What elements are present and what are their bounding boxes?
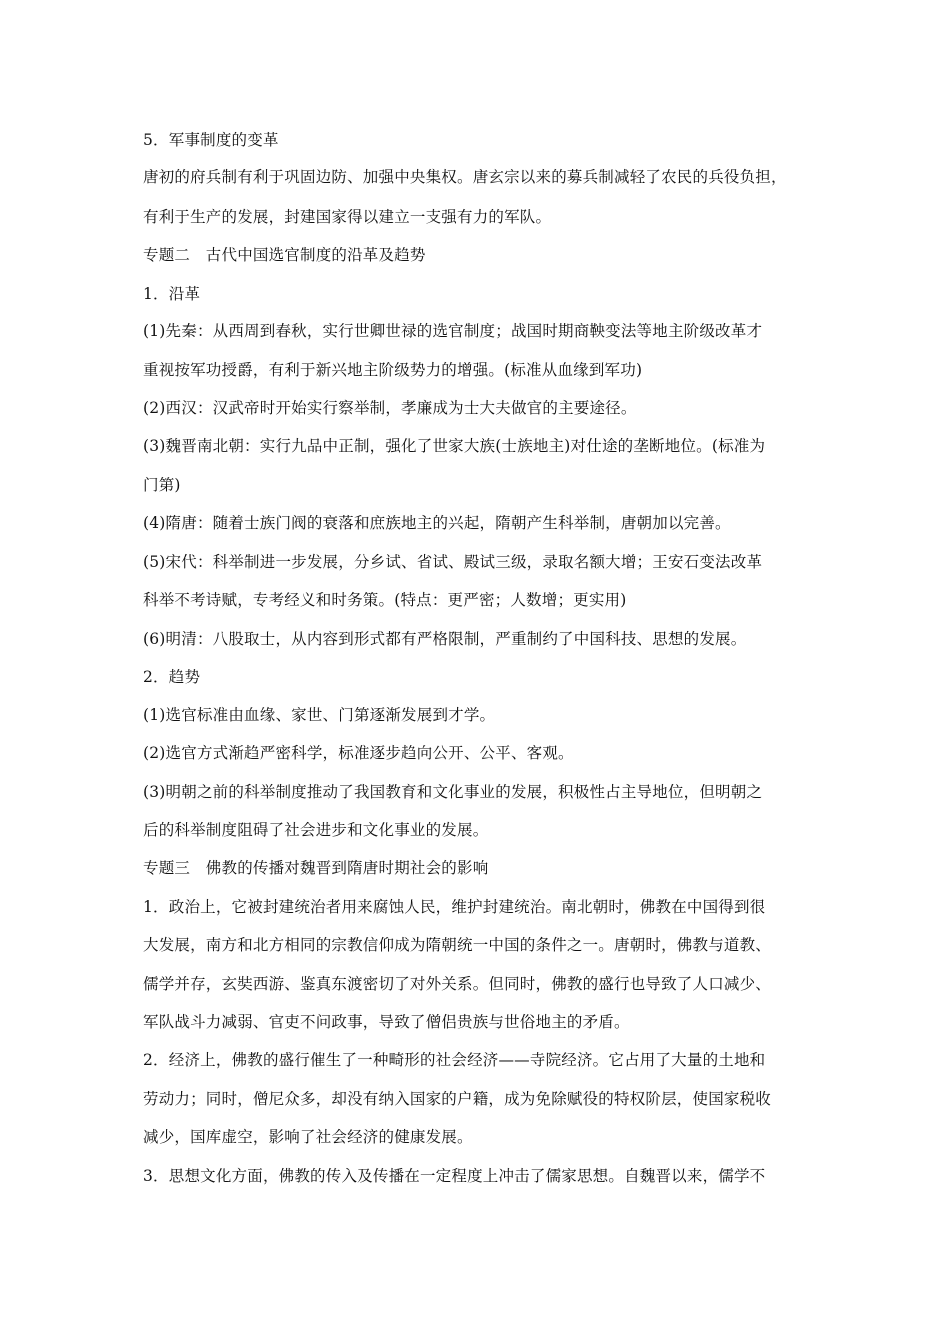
paragraph-line: 有利于生产的发展，封建国家得以建立一支强有力的军队。 (143, 208, 552, 226)
paragraph-line: (3)明朝之前的科举制度推动了我国教育和文化事业的发展，积极性占主导地位，但明朝之 (143, 783, 763, 801)
paragraph-line: 门第) (143, 476, 181, 494)
paragraph-line: 儒学并存，玄奘西游、鉴真东渡密切了对外关系。但同时，佛教的盛行也导致了人口减少、 (143, 975, 772, 993)
paragraph-line: (2)西汉：汉武帝时开始实行察举制，孝廉成为士大夫做官的主要途径。 (143, 399, 637, 417)
paragraph-line: 重视按军功授爵，有利于新兴地主阶级势力的增强。(标准从血缘到军功) (143, 361, 643, 379)
paragraph-line: (6)明清：八股取士，从内容到形式都有严格限制，严重制约了中国科技、思想的发展。 (143, 630, 747, 648)
paragraph-line: 2．经济上，佛教的盛行催生了一种畸形的社会经济——寺院经济。它占用了大量的土地和 (143, 1051, 766, 1069)
heading-military-reform: 5．军事制度的变革 (143, 131, 279, 149)
subheading-trend: 2．趋势 (143, 668, 201, 686)
paragraph-line: (3)魏晋南北朝：实行九品中正制，强化了世家大族(士族地主)对仕途的垄断地位。(标准为 (143, 437, 766, 455)
section-heading-topic-three: 专题三 佛教的传播对魏晋到隋唐时期社会的影响 (143, 859, 489, 877)
paragraph-line: 后的科举制度阻碍了社会进步和文化事业的发展。 (143, 821, 489, 839)
paragraph-line: 唐初的府兵制有利于巩固边防、加强中央集权。唐玄宗以来的募兵制减轻了农民的兵役负担， (143, 168, 787, 186)
paragraph-line: (2)选官方式渐趋严密科学，标准逐步趋向公开、公平、客观。 (143, 744, 574, 762)
paragraph-line: 大发展，南方和北方相同的宗教信仰成为隋朝统一中国的条件之一。唐朝时，佛教与道教、 (143, 936, 772, 954)
subheading-evolution: 1．沿革 (143, 285, 201, 303)
paragraph-line: 减少，国库虚空，影响了社会经济的健康发展。 (143, 1128, 473, 1146)
paragraph-line: (5)宋代：科举制进一步发展，分乡试、省试、殿试三级，录取名额大增；王安石变法改革 (143, 553, 763, 571)
paragraph-line: 劳动力；同时，僧尼众多，却没有纳入国家的户籍，成为免除赋役的特权阶层，使国家税收 (143, 1090, 772, 1108)
paragraph-line: 1．政治上，它被封建统治者用来腐蚀人民，维护封建统治。南北朝时，佛教在中国得到很 (143, 898, 766, 916)
paragraph-line: 3．思想文化方面，佛教的传入及传播在一定程度上冲击了儒家思想。自魏晋以来，儒学不 (143, 1167, 766, 1185)
paragraph-line: 军队战斗力减弱、官吏不问政事，导致了僧侣贵族与世俗地主的矛盾。 (143, 1013, 630, 1031)
paragraph-line: 科举不考诗赋，专考经义和时务策。(特点：更严密；人数增；更实用) (143, 591, 627, 609)
section-heading-topic-two: 专题二 古代中国选官制度的沿革及趋势 (143, 246, 426, 264)
paragraph-line: (1)选官标准由血缘、家世、门第逐渐发展到才学。 (143, 706, 496, 724)
paragraph-line: (1)先秦：从西周到春秋，实行世卿世禄的选官制度；战国时期商鞅变法等地主阶级改革才 (143, 322, 763, 340)
paragraph-line: (4)隋唐：随着士族门阀的衰落和庶族地主的兴起，隋朝产生科举制，唐朝加以完善。 (143, 514, 731, 532)
